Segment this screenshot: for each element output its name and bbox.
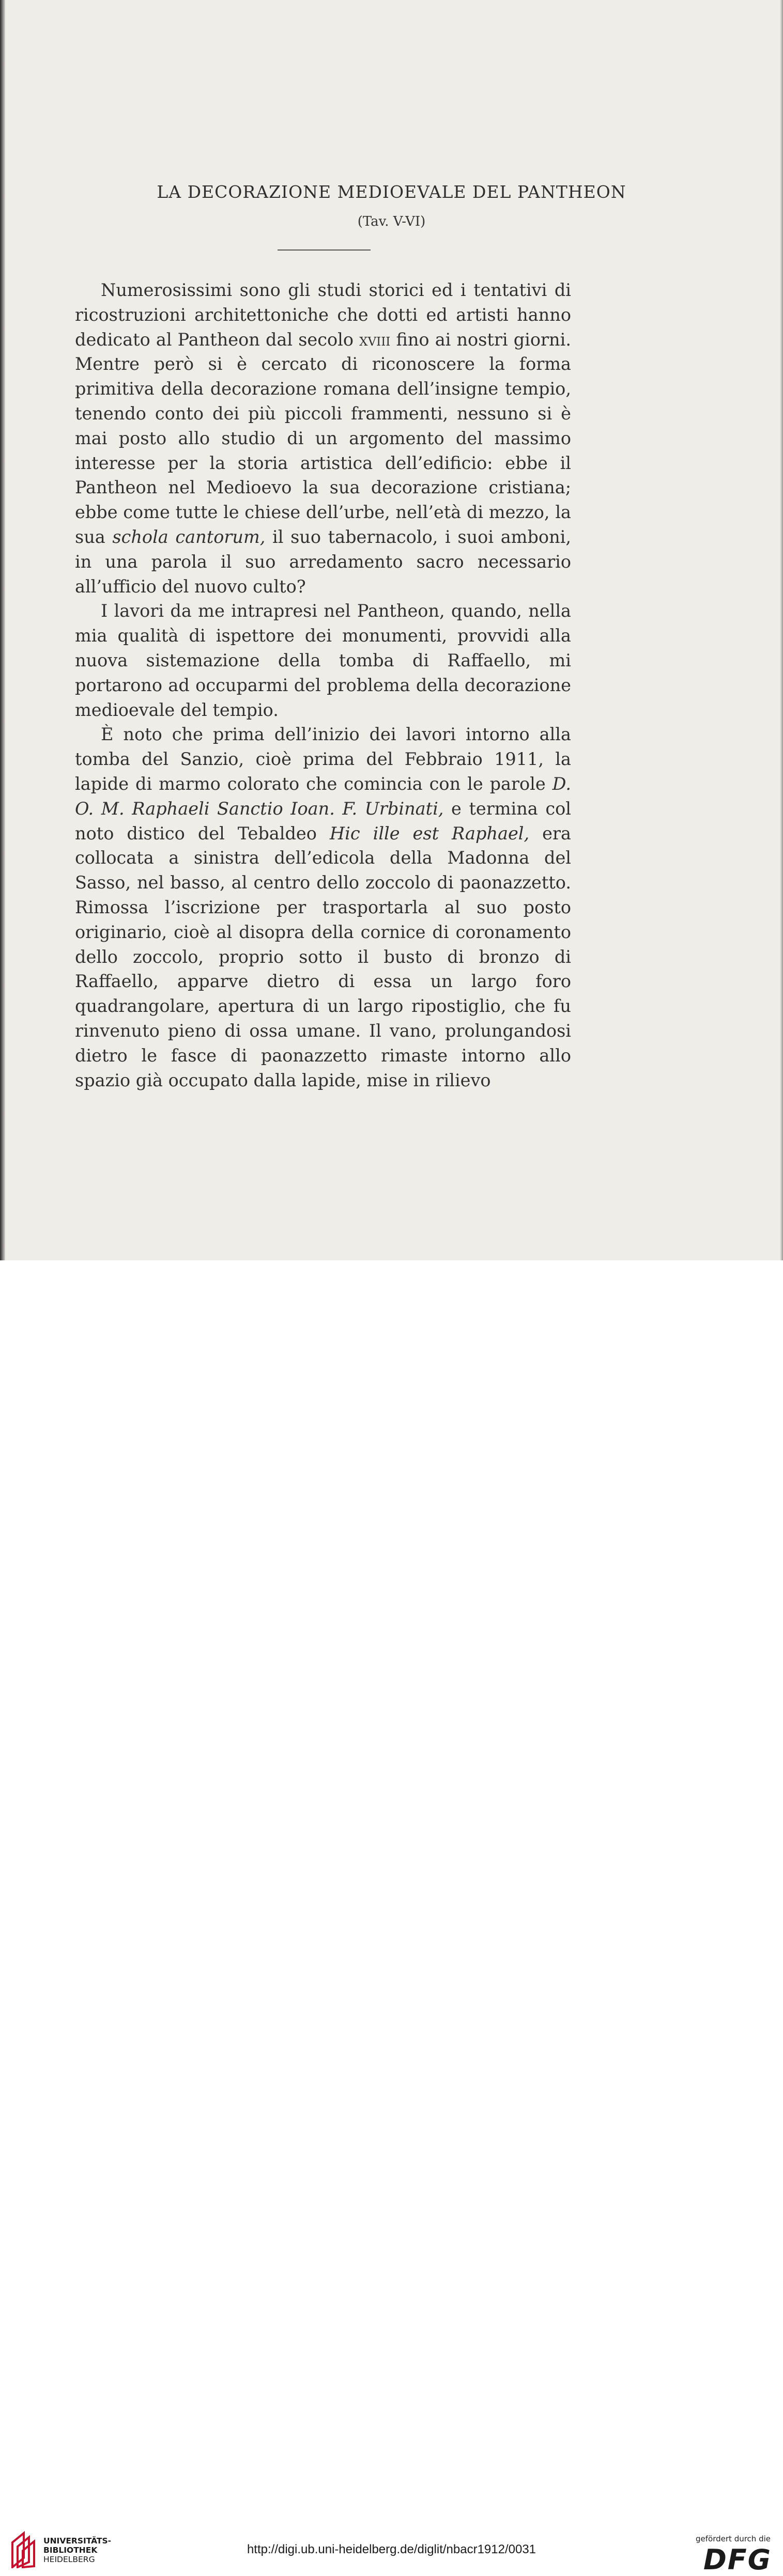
text-run: È noto che prima dell’inizio dei lavori intorno alla tomba del Sanzio, cioè prima del Febbraio 1911, la lapide di marmo colorato che comincia con le parole: [75, 724, 571, 794]
plate-reference: (Tav. V-VI): [357, 214, 426, 229]
scanned-page: [0, 0, 783, 1260]
paragraph: [75, 722, 571, 1092]
title-divider: [278, 249, 371, 251]
small-caps-text: xviii: [359, 329, 391, 350]
paragraph: [75, 278, 571, 599]
text-run: il suo tabernacolo, i suoi amboni, in una parola il suo arredamento sacro necessario all’ufficio del nuovo culto?: [75, 526, 572, 597]
italic-text: D. O. M. Raphaeli Sanctio Ioan. F. Urbinati,: [75, 773, 571, 819]
italic-text: schola cantorum,: [112, 526, 266, 547]
text-run: I lavori da me intrapresi nel Pantheon, quando, nella mia qualità di ispettore dei monumenti, provvidi alla nuova sistemazione della tomba di Raffaello, mi portarono ad occuparmi del problema della decorazione medioevale del tempio.: [75, 601, 571, 720]
italic-text: Hic ille est Raphael,: [329, 823, 530, 844]
text-run: e termina col noto distico del Tebaldeo: [75, 798, 571, 844]
article-title: LA DECORAZIONE MEDIOEVALE DEL PANTHEON: [157, 182, 626, 202]
institution-name: UNIVERSITÄTS- BIBLIOTHEK HEIDELBERG: [43, 2536, 112, 2564]
paragraph: [75, 599, 571, 722]
permalink-url[interactable]: http://digi.ub.uni-heidelberg.de/diglit/nbacr1912/0031: [247, 2542, 536, 2556]
dfg-logo: DFG: [703, 2543, 772, 2576]
footer-bar: [0, 1260, 783, 2576]
article-body: [75, 278, 571, 1092]
funding-note: gefördert durch die: [696, 2534, 771, 2543]
text-run: Numerosissimi sono gli studi storici ed i tentativi di ricostruzioni architettoniche che dotti ed artisti hanno dedicato al Pantheon dal secolo: [75, 280, 571, 350]
text-run: fino ai nostri giorni. Mentre però si è cercato di riconoscere la forma primitiva della decorazione romana dell’insigne tempio, tenendo conto dei più piccoli frammenti, nessuno si è mai posto allo studio di un argomento del massimo interesse per la storia artistica dell’edificio: ebbe il Pantheon nel Medioevo la sua decorazione cristiana; ebbe come tutte le chiese dell’urbe, nell’età di mezzo, la sua: [75, 329, 571, 547]
text-run: era collocata a sinistra dell’edicola della Madonna del Sasso, nel basso, al centro dello zoccolo di paonazzetto. Rimossa l’iscrizione per trasportarla al suo posto originario, cioè al disopra della cornice di coronamento dello zoccolo, proprio sotto il busto di bronzo di Raffaello, apparve dietro di essa un largo foro quadrangolare, apertura di un largo ripostiglio, che fu rinvenuto pieno di ossa umane. Il vano, prolungandosi dietro le fasce di paonazzetto rimaste intorno allo spazio già occupato dalla lapide, mise in rilievo: [75, 823, 571, 1090]
